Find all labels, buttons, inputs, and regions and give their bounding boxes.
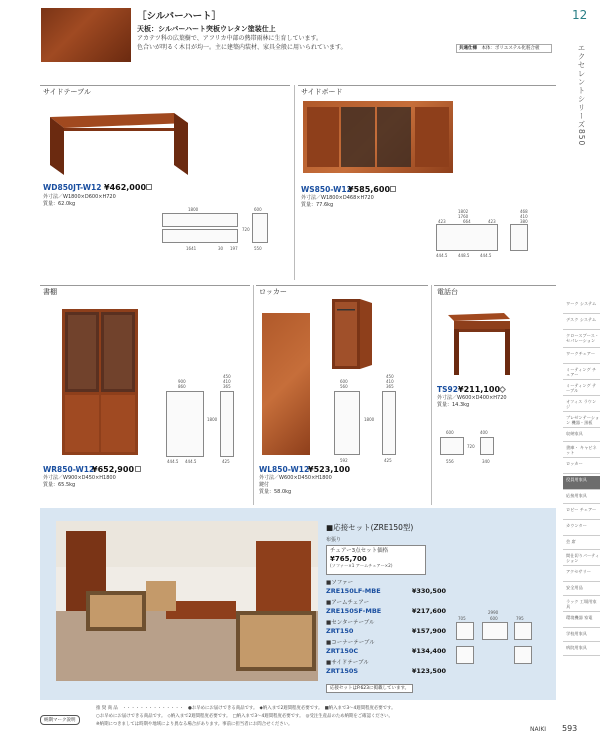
sideboard-weight: 質量：77.6kg [301,202,334,208]
sidebar-item[interactable]: 会 席 [563,538,600,550]
page-number: 593 [562,724,578,733]
bundle-label: チェアー3点セット価格 [330,548,389,554]
phone-stand-front-drawing [440,437,464,455]
reception-item-code: ZRT150 [326,626,354,635]
bookshelf-weight: 質量：65.5kg [43,482,76,488]
reception-item-price: ¥134,400 [411,646,446,655]
dimension-label: 365 [386,384,394,389]
phone-stand-section [434,287,558,505]
side-table-weight: 質量：62.0kg [43,201,76,207]
divider [431,285,432,505]
sideboard-dims: 外寸法／W1800×D468×H720 [301,195,374,201]
reception-item-code: ZRT150C [326,646,359,655]
sideboard-section [298,87,560,282]
footer [0,704,600,743]
reception-item-price: ¥157,900 [411,626,446,635]
locker-photo [262,313,310,455]
reception-item [326,660,446,680]
legend-row-3: ※納期につきましては時期や地域により異なる場合があります。事前に担当者にお問合せください。 [96,722,293,727]
locker-extra: 鍵付 [259,482,270,488]
reception-item-price: ¥330,500 [411,586,446,595]
top-label: 天板：シルバーハート突板ウレタン塗装仕上 [137,25,276,33]
sidebar-item[interactable]: ラック 工場用家具 [563,598,600,612]
dimension-label: 425 [222,459,230,464]
bundle-price-box [326,545,426,575]
bookshelf-code: WR850-W12 [43,465,95,474]
locker-weight: 質量：58.0kg [259,489,292,495]
locker-side-drawing [382,391,396,455]
dimension-label: 450 [223,374,231,379]
sidebar-item[interactable]: ロッカー [563,460,600,474]
delivery-mark-icon [499,386,506,393]
reception-set-title: ■応接セット(ZRE150型) [326,523,414,532]
reception-item-label: ■センターテーブル [326,620,375,626]
divider [253,285,254,505]
divider [294,85,295,280]
reception-item-price: ¥217,600 [411,606,446,615]
dimension-label: 425 [384,458,392,463]
dimension-label: 197 [230,246,238,251]
dimension-label: 423 [438,219,446,224]
dimension-label: 600 [340,379,348,384]
dimension-label: 795 [516,616,524,621]
reception-set-photo [56,521,318,681]
sidebar-item[interactable]: 間仕切りパーティ ション [563,552,600,566]
legend-row-2: ○お早めにお届けできる商品です。 ◇納入まで2週間程度必要です。 □納入まで3～4週間程度必要です。 ◎受注生産品のため納期をご確認ください。 [96,714,393,719]
reception-item-label: ■コーナーテーブル [326,640,375,646]
reception-note-text: 応接セットはP.623に掲載しています。 [330,686,410,691]
reception-note [326,684,413,693]
dimension-label: 860 [178,384,186,389]
bookshelf-front-drawing [166,391,204,457]
page-number-top: 12 [572,8,588,22]
locker-section [256,287,430,505]
sidebar-item[interactable]: 学校用家具 [563,630,600,642]
dimension-label: 448.5 [458,253,470,258]
divider [298,85,556,86]
side-table-front-view-drawing [162,229,238,243]
bundle-note: (ソファー×1 アームチェアー×2) [330,562,393,568]
phone-stand-code: TS92 [437,385,458,394]
phone-stand-price: ¥211,100 [458,385,501,394]
dimension-label: 444.5 [480,253,492,258]
divider [434,285,556,286]
delivery-mark-icon [146,184,152,190]
dimension-label: 444.5 [185,459,197,464]
locker-open-photo [332,299,372,369]
sidebar-item[interactable]: 収納家具 [563,430,600,442]
delivery-mark-icon [135,466,141,472]
sidebar-item[interactable]: ミーティング チェアー [563,366,600,380]
reception-item [326,600,446,620]
bookshelf-title: 書棚 [43,288,57,296]
dimension-label: 365 [223,384,231,389]
sidebar-item[interactable]: デスク システム [563,316,600,330]
side-table-side-view-drawing [252,213,268,243]
dimension-label: 2990 [488,610,499,615]
dimension-label: 410 [386,379,394,384]
dimension-label: 450 [386,374,394,379]
bookshelf-section [40,287,252,505]
side-table-price: ¥462,000 [104,183,147,192]
reception-item [326,620,446,640]
locker-price: ¥523,100 [308,465,351,474]
reception-item-label: ■サイドテーブル [326,660,369,666]
dimension-label: 600 [490,616,498,621]
delivery-legend-label: 納期マーク説明 [40,715,80,725]
dimension-label: 592 [340,458,348,463]
dimension-label: 423 [488,219,496,224]
reception-item-code: ZRE150SF-MBE [326,606,382,615]
dimension-label: 410 [223,379,231,384]
side-table-section [40,87,292,282]
dimension-label: 560 [340,384,348,389]
delivery-mark-icon [390,186,396,192]
dimension-label: 30 [218,246,224,251]
dimension-label: 380 [520,219,528,224]
bookshelf-price: ¥652,900 [92,465,135,474]
series-vertical-label: エクセレントシリーズ850 [577,44,586,147]
dimension-label: 444.5 [167,459,179,464]
dimension-label: 664 [463,219,471,224]
locker-front-drawing [334,391,360,455]
locker-code: WL850-W12 [259,465,310,474]
reception-item-price: ¥123,500 [411,666,446,675]
dimension-label: 705 [458,616,466,621]
reception-item-label: ■アームチェアー [326,600,370,606]
sidebar-item[interactable]: 役員用家具 [563,476,600,490]
dimension-label: 1800 [207,417,218,422]
sidebar-item[interactable]: 安全用品 [563,584,600,596]
locker-dims: 外寸法／W600×D450×H1800 [259,475,332,481]
sideboard-photo [303,101,453,173]
dimension-label: 720 [242,227,250,232]
dimension-label: 400 [480,430,488,435]
sideboard-front-drawing [436,224,498,251]
sideboard-side-drawing [510,224,528,251]
dimension-label: 444.5 [436,253,448,258]
bundle-price: ¥765,700 [330,554,367,563]
side-table-title: サイドテーブル [43,88,91,96]
locker-title: ロッカー [259,288,287,296]
phone-stand-dims: 外寸法／W600×D400×H720 [437,395,507,401]
reception-item-label: ■ソファー [326,580,354,586]
sidebar-item[interactable]: ミーティング テーブル [563,382,600,396]
bookshelf-side-drawing [220,391,234,457]
sideboard-price: ¥585,600 [348,185,391,194]
dimension-label: 556 [446,459,454,464]
dimension-label: 1641 [186,246,197,251]
reception-items-list [326,580,446,680]
phone-stand-side-drawing [480,437,494,455]
sidebar-item[interactable]: 病院用家具 [563,644,600,656]
side-table-top-view-drawing [162,213,238,227]
sidebar-item[interactable]: ワーク システム [563,300,600,314]
sidebar-item[interactable]: クロースブース・ セパレーション [563,332,600,348]
phone-stand-title: 電話台 [437,288,458,296]
sidebar-item[interactable]: アクセサリー [563,568,600,582]
sideboard-title: サイドボード [301,88,343,96]
dimension-label: 1800 [364,417,375,422]
section-title: ［シルバーハート］ [137,11,222,22]
sidebar-item[interactable]: 環境機器 家電 [563,614,600,628]
reception-item [326,640,446,660]
dimension-label: 600 [254,207,262,212]
sidebar-item[interactable]: ワークチェアー [563,350,600,364]
sidebar-item[interactable]: オフィス ラウンジ [563,398,600,412]
side-table-dims: 外寸法／W1800×D600×H720 [43,194,116,200]
reception-item-code: ZRT150S [326,666,359,675]
divider [40,285,250,286]
dimension-label: 1802 [458,209,469,214]
description-line-1: アカテツ科の広葉樹で、アフリカ中部の熱帯雨林に生育しています。 [137,35,322,42]
dimension-label: 1760 [458,214,469,219]
sidebar-item[interactable]: 応接用家具 [563,492,600,504]
header [0,0,560,80]
common-spec-box [456,44,552,53]
divider [40,85,290,86]
wood-sample-swatch [41,8,131,62]
reception-set-subtitle: 布張り [326,537,342,543]
dimension-label: 550 [254,246,262,251]
reception-layout-drawing [452,612,542,672]
dimension-label: 468 [520,209,528,214]
description-line-2: 色合いが明るく木目が均一。主に建築内装材、家具全般に用いられています。 [137,44,347,51]
bookshelf-dims: 外寸法／W900×D450×H1800 [43,475,116,481]
common-spec-label: 共通仕様 [459,46,477,51]
brand-logo: NAIKI [530,726,547,733]
side-table-code: WD850JT-W12 [43,183,102,192]
side-table-photo [46,103,191,175]
reception-item [326,580,446,600]
dimension-label: 600 [446,430,454,435]
dimension-label: 900 [178,379,186,384]
phone-stand-weight: 質量：14.3kg [437,402,470,408]
dimension-label: 1800 [188,207,199,212]
sidebar-item[interactable]: プレゼンテーション 機器・黒板 [563,414,600,428]
common-spec-value: 本体：ポリエステル化粧合板 [481,46,540,51]
dimension-label: 720 [467,444,475,449]
phone-stand-photo [444,307,512,377]
reception-item-code: ZRE150LF-MBE [326,586,381,595]
sidebar-item[interactable]: ロビー チェアー [563,506,600,520]
reception-set-panel [40,508,556,700]
sidebar-item[interactable]: 書庫・ キャビネット [563,444,600,458]
legend-row-1: 推 奨 商 品 ・・・・・・・・・・・・・・ ●お早めにお届けできる商品です。 ◆納入まで2週間程度必要です。 ■納入まで3～4週間程度必要です。 [96,706,396,711]
bookshelf-photo [62,309,138,455]
sidebar-item[interactable]: カウンター [563,522,600,536]
dimension-label: 340 [482,459,490,464]
dimension-label: 410 [520,214,528,219]
sideboard-code: WS850-W12 [301,185,352,194]
divider [256,285,428,286]
